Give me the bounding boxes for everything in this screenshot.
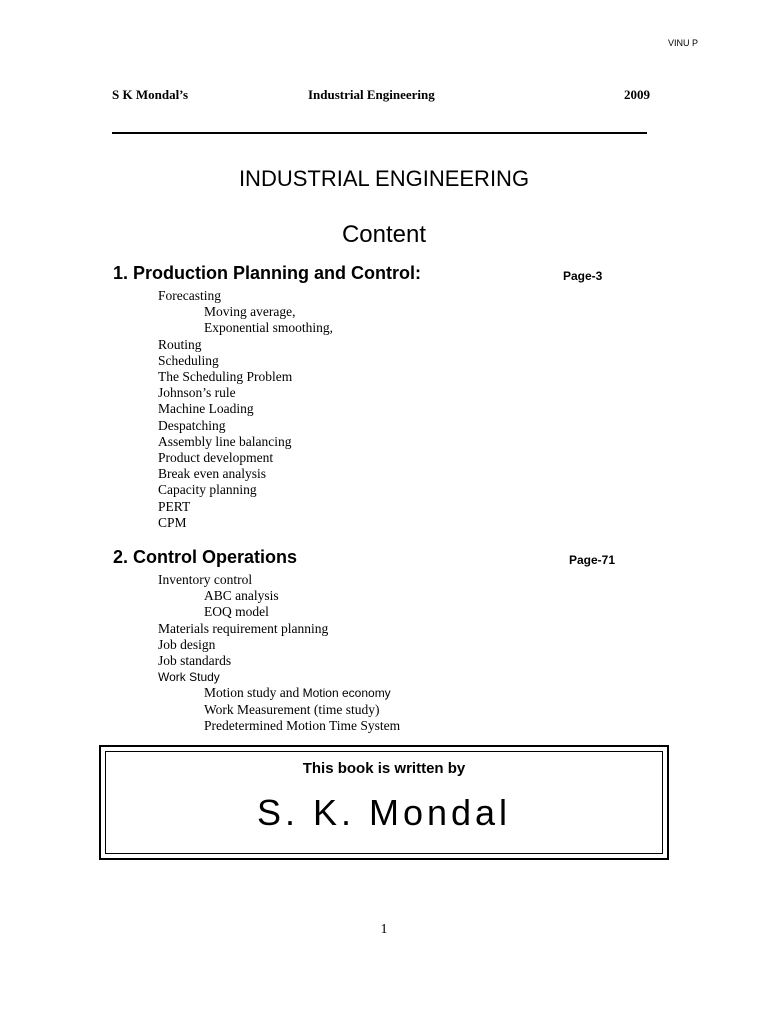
list-item-text: CPM	[158, 514, 187, 530]
list-item	[158, 499, 333, 515]
list-item-text: Job design	[158, 636, 216, 652]
section-2-page: Page-71	[569, 553, 616, 567]
list-item-text: Moving average,	[204, 304, 296, 320]
list-item	[158, 353, 333, 369]
list-item	[158, 401, 333, 417]
list-item	[158, 572, 400, 588]
list-item-text: Scheduling	[158, 352, 219, 368]
list-item-text: The Scheduling Problem	[158, 369, 293, 385]
section-1-list	[158, 288, 333, 531]
document-title: INDUSTRIAL ENGINEERING	[238, 166, 530, 191]
content-heading: Content	[341, 221, 427, 248]
author-box-caption: This book is written by	[302, 760, 466, 777]
list-item-text: Exponential smoothing,	[204, 320, 333, 336]
list-item	[158, 637, 400, 653]
list-item-text: Inventory control	[158, 572, 253, 587]
author-box	[99, 745, 669, 860]
list-item	[158, 621, 400, 637]
list-item	[158, 369, 333, 385]
section-2-list	[158, 572, 400, 734]
list-item	[158, 653, 400, 669]
list-item	[158, 304, 333, 320]
list-item-text: Johnson’s rule	[158, 385, 236, 401]
list-item-suffix: Motion economy	[302, 686, 391, 701]
list-item-text: Motion study and	[204, 685, 303, 701]
list-item-text: Work Measurement (time study)	[204, 701, 380, 717]
list-item-text: ABC analysis	[204, 588, 279, 604]
list-item-text: Routing	[158, 336, 202, 352]
list-item	[158, 482, 333, 498]
list-item-text: Break even analysis	[158, 466, 266, 482]
list-item-text: Predetermined Motion Time System	[204, 717, 401, 733]
list-item	[158, 320, 333, 336]
list-item-text: Work Study	[158, 670, 220, 685]
list-item	[158, 450, 333, 466]
list-item	[158, 337, 333, 353]
list-item	[158, 588, 400, 604]
author-name: S. K. Mondal	[256, 792, 512, 833]
section-1-title: 1. Production Planning and Control:	[113, 263, 421, 283]
list-item	[158, 385, 333, 401]
section-2-title: 2. Control Operations	[113, 547, 298, 567]
list-item	[158, 702, 400, 718]
author-box-inner	[105, 751, 663, 854]
list-item-text: Capacity planning	[158, 482, 257, 498]
header-year: 2009	[624, 87, 650, 102]
list-item	[158, 718, 400, 734]
list-item-text: Despatching	[158, 417, 226, 433]
list-item-text: Machine Loading	[158, 401, 254, 417]
list-item	[158, 669, 400, 685]
corner-label: VINU P	[668, 38, 699, 48]
header-rule	[112, 132, 647, 134]
list-item	[158, 515, 333, 531]
header-author: S K Mondal’s	[112, 87, 189, 102]
list-item	[158, 288, 333, 304]
list-item	[158, 434, 333, 450]
list-item	[158, 418, 333, 434]
list-item-text: Forecasting	[158, 288, 221, 303]
header-subject: Industrial Engineering	[308, 87, 435, 102]
page-number: 1	[380, 922, 388, 937]
section-1-page: Page-3	[563, 269, 603, 283]
list-item	[158, 685, 400, 701]
list-item-text: Assembly line balancing	[158, 433, 292, 449]
list-item	[158, 466, 333, 482]
list-item	[158, 604, 400, 620]
list-item-text: Materials requirement planning	[158, 620, 329, 636]
list-item-text: PERT	[158, 498, 191, 514]
list-item-text: Job standards	[158, 653, 232, 669]
list-item-text: EOQ model	[204, 604, 269, 620]
list-item-text: Product development	[158, 450, 274, 466]
